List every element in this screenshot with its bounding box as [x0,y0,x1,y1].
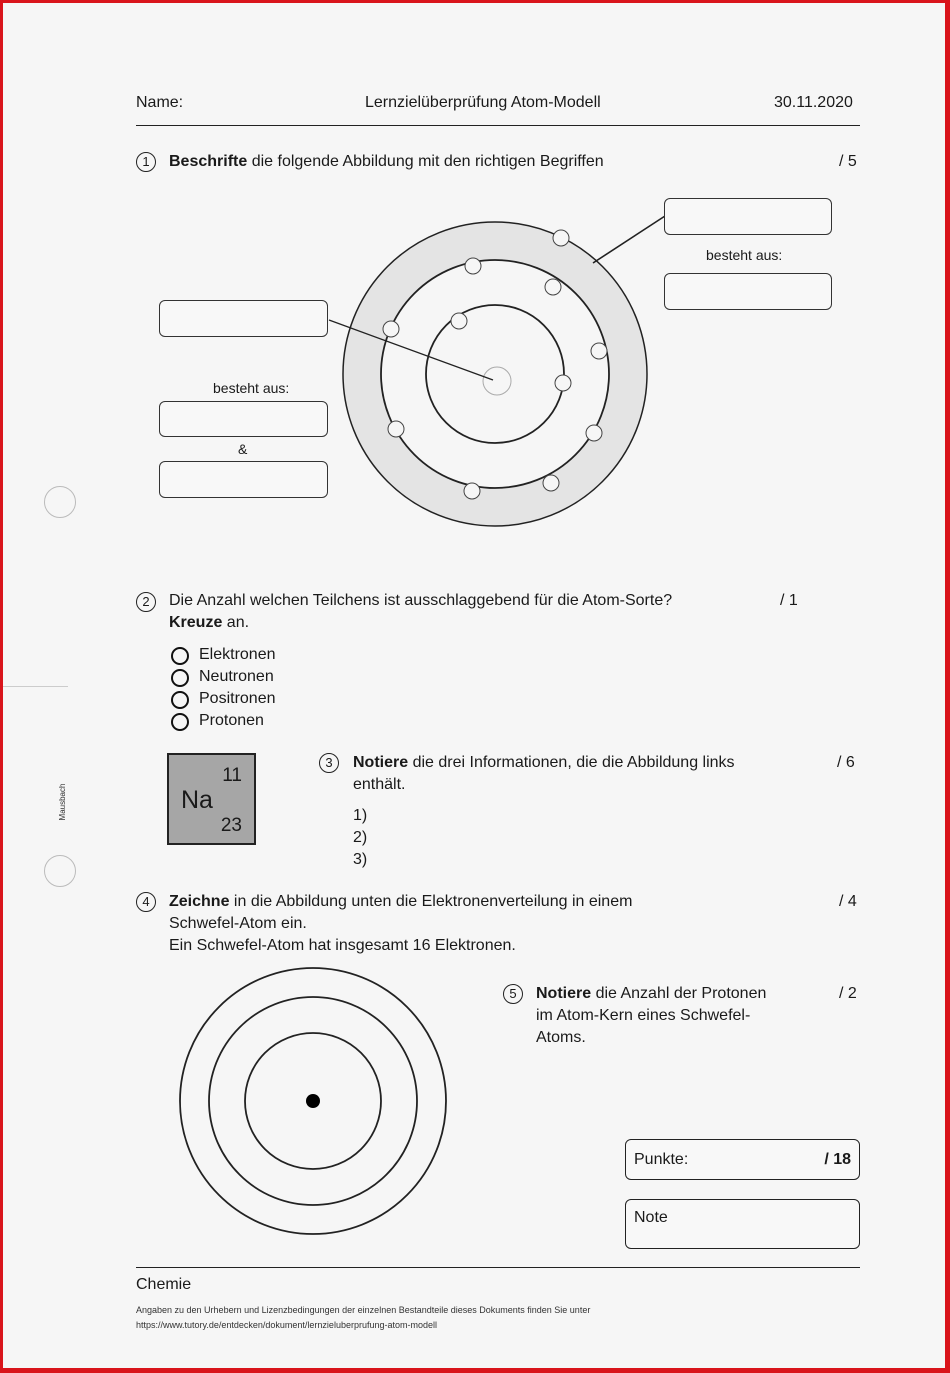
answer-box-nucleus-part2[interactable] [159,461,328,498]
answer-box-shell-consists[interactable] [664,273,832,310]
atomic-number: 11 [222,765,242,786]
grade-label: Note [634,1209,668,1226]
label-consists-of-left: besteht aus: [213,380,290,396]
option-label-positronen: Positronen [199,690,276,707]
electron [553,230,569,246]
task3-bold: Notiere [353,754,409,771]
task4-points: / 4 [839,893,857,910]
task4-line3: Ein Schwefel-Atom hat insgesamt 16 Elektronen. [169,937,516,954]
task2-instruction [169,612,249,634]
element-symbol: Na [181,786,213,814]
task5-bold: Notiere [536,985,592,1002]
author-side-text: Mausbach [58,783,67,821]
points-label: Punkte: [634,1151,689,1168]
points-total: / 18 [824,1151,851,1168]
answer-box-nucleus[interactable] [159,300,328,337]
electron [388,421,404,437]
answer-line-1: 1) [353,807,368,824]
footer-divider [136,1267,860,1268]
task1-points: / 5 [839,153,857,170]
task1-number: 1 [136,152,156,172]
task2-instr-text: an. [222,614,250,631]
name-label: Name: [136,94,184,111]
subject: Chemie [136,1276,192,1293]
electron [383,321,399,337]
sulfur-drawing-diagram[interactable] [173,958,463,1248]
task3-line2: enthält. [353,776,406,793]
task5-number: 5 [503,984,523,1004]
punch-hole-bottom [44,855,76,887]
task5-points: / 2 [839,985,857,1002]
task5-line1 [536,983,766,1005]
page-title: Lernzielüberprüfung Atom-Modell [365,94,601,111]
ampersand: & [238,441,248,457]
task2-points: / 1 [780,592,798,609]
task3-number: 3 [319,753,339,773]
electron [545,279,561,295]
license-line-2: https://www.tutory.de/entdecken/dokument/lernzieluberprufung-atom-modell [136,1320,437,1330]
task2-bold: Kreuze [169,614,223,631]
task4-line1 [169,891,632,913]
nucleus [483,367,511,395]
electron [464,483,480,499]
task3-points: / 6 [837,754,855,771]
option-radio-protonen[interactable] [171,713,189,731]
fold-mark [3,686,68,687]
date: 30.11.2020 [774,94,853,111]
electron [465,258,481,274]
task3-line1 [353,752,735,774]
electron [586,425,602,441]
option-radio-elektronen[interactable] [171,647,189,665]
task2-question: Die Anzahl welchen Teilchens ist ausschlaggebend für die Atom-Sorte? [169,592,673,609]
electron [543,475,559,491]
task5-text1: die Anzahl der Protonen [591,985,767,1002]
answer-box-nucleus-part1[interactable] [159,401,328,437]
task1-bold: Beschrifte [169,153,248,170]
option-radio-positronen[interactable] [171,691,189,709]
answer-line-3: 3) [353,851,368,868]
task1-text: die folgende Abbildung mit den richtigen Begriffen [247,153,604,170]
answer-line-2: 2) [353,829,368,846]
answer-box-shell[interactable] [664,198,832,235]
task3-text1: die drei Informationen, die die Abbildung links [408,754,735,771]
task5-line3: Atoms. [536,1029,586,1046]
sulfur-nucleus [306,1094,320,1108]
task2-number: 2 [136,592,156,612]
electron [555,375,571,391]
task4-line2: Schwefel-Atom ein. [169,915,307,932]
option-label-elektronen: Elektronen [199,646,276,663]
task4-number: 4 [136,892,156,912]
electron [591,343,607,359]
task4-text1: in die Abbildung unten die Elektronenverteilung in einem [229,893,633,910]
points-box[interactable] [625,1139,860,1180]
electron [451,313,467,329]
license-line-1: Angaben zu den Urhebern und Lizenzbedingungen der einzelnen Bestandteile dieses Dokuments finden Sie unter [136,1305,591,1315]
option-label-neutronen: Neutronen [199,668,274,685]
option-radio-neutronen[interactable] [171,669,189,687]
option-label-protonen: Protonen [199,712,264,729]
element-card-sodium [167,753,256,845]
grade-box[interactable] [625,1199,860,1249]
pointer-line-shell [593,216,665,263]
worksheet-page [3,3,945,1368]
task5-line2: im Atom-Kern eines Schwefel- [536,1007,751,1024]
task4-bold: Zeichne [169,893,230,910]
mass-number: 23 [220,815,242,836]
label-consists-of-right: besteht aus: [706,247,783,263]
